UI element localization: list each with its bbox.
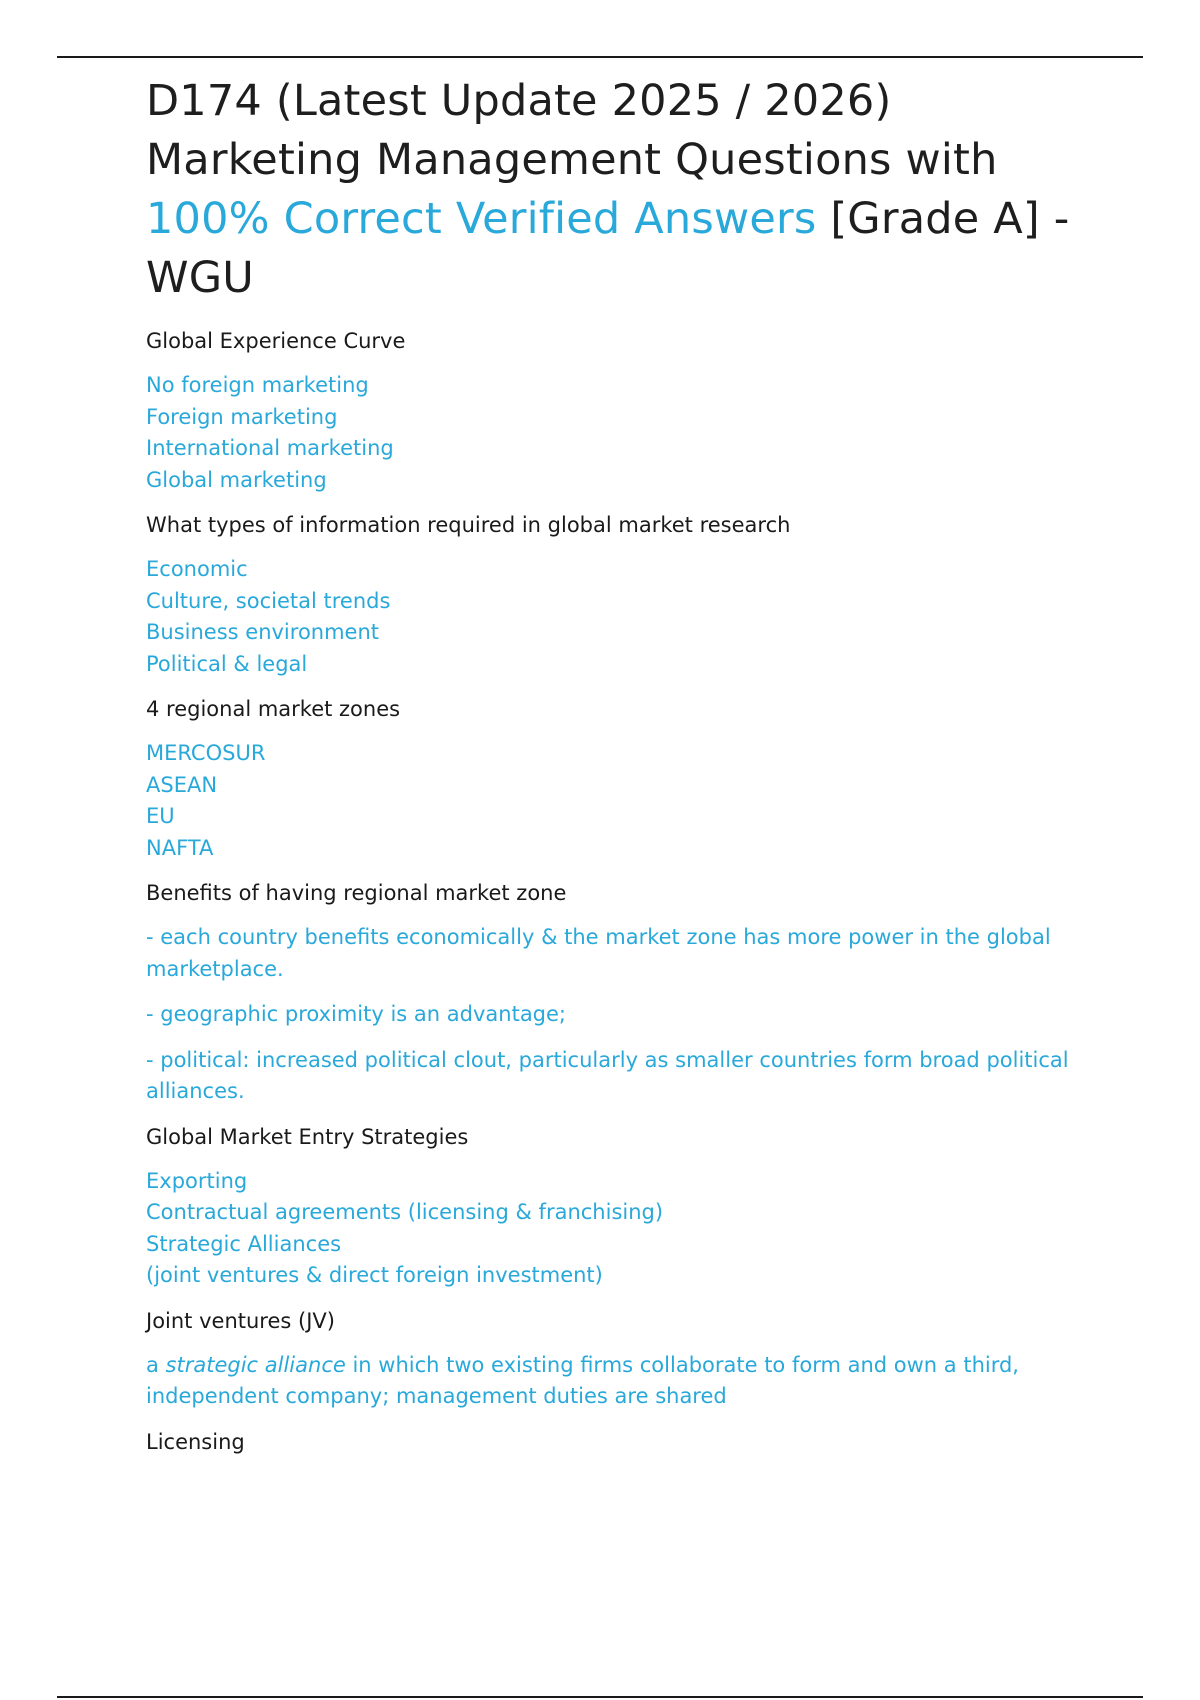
top-rule (57, 56, 1143, 58)
answer-line: Exporting (146, 1168, 248, 1193)
answer-suffix: in which two existing firms collaborate to form and own a third, independent company; management duties are shared (146, 1352, 1019, 1408)
answer-line: MERCOSUR (146, 741, 266, 765)
answer-prefix: a (146, 1352, 166, 1377)
question-text: Global Market Entry Strategies (146, 1124, 469, 1149)
answer-line: Business environment (146, 620, 380, 644)
answer-line: Culture, societal trends (146, 588, 391, 613)
answer-line: Foreign marketing (146, 404, 338, 429)
question-text: Licensing (146, 1429, 245, 1454)
answer-line: Contractual agreements (licensing & franchising) (146, 1200, 664, 1224)
answer-block (146, 922, 1086, 1108)
question-text: Benefits of having regional market zone (146, 881, 567, 905)
question-text: Global Experience Curve (146, 329, 406, 353)
answer-line: NAFTA (146, 835, 214, 860)
bottom-rule (57, 1696, 1143, 1698)
answer-line: (joint ventures & direct foreign investment) (146, 1263, 603, 1287)
answer-line: EU (146, 804, 175, 828)
title-part-2: [Grade A] - WGU (146, 194, 1070, 303)
answer-paragraph: - each country benefits economically & the market zone has more power in the global marketplace. (146, 925, 1051, 981)
answer-italic-term: strategic alliance (165, 1352, 346, 1377)
title-part-1: D174 (Latest Update 2025 / 2026) Marketing Management Questions with (146, 76, 998, 185)
answer-line: Strategic Alliances (146, 1231, 342, 1256)
answer-line: Economic (146, 557, 248, 581)
answer-line: No foreign marketing (146, 373, 369, 397)
document-title (146, 72, 1086, 308)
question-text: What types of information required in global market research (146, 513, 791, 537)
answer-paragraph: - geographic proximity is an advantage; (146, 1002, 567, 1026)
question-text: Joint ventures (JV) (146, 1308, 335, 1333)
document-body (146, 72, 1086, 1471)
answer-block (146, 1350, 1086, 1413)
answer-block (146, 554, 1086, 680)
answer-line: Global marketing (146, 467, 327, 492)
answer-block (146, 738, 1086, 864)
answer-paragraph: - political: increased political clout, particularly as smaller countries form broad political alliances. (146, 1047, 1069, 1103)
title-accent: 100% Correct Verified Answers (146, 194, 817, 244)
answer-block (146, 1166, 1086, 1292)
answer-block (146, 370, 1086, 496)
answer-line: Political & legal (146, 651, 308, 676)
question-text: 4 regional market zones (146, 697, 401, 721)
answer-line: International marketing (146, 436, 394, 460)
answer-line: ASEAN (146, 772, 218, 797)
